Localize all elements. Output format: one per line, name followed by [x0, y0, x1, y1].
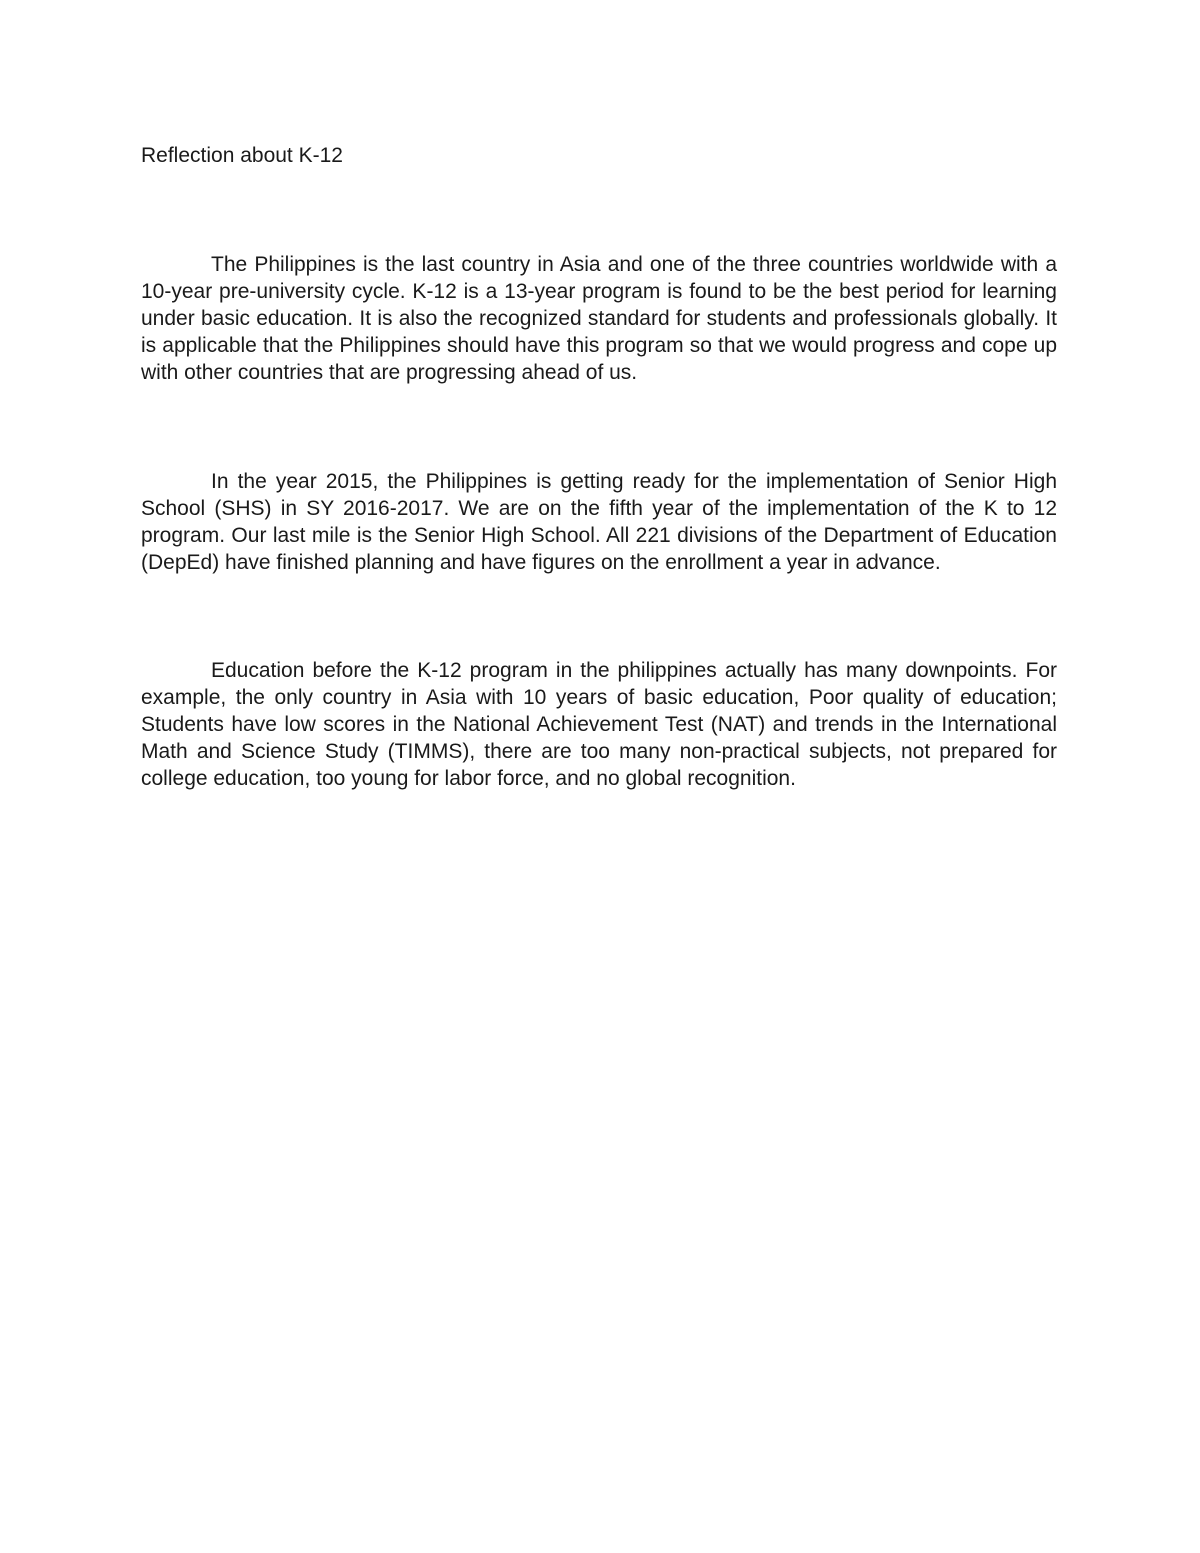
document-title: Reflection about K-12: [141, 144, 343, 167]
paragraph-education-before-k12: Education before the K-12 program in the philippines actually has many downpoints. For example, the only country in Asia with 10 years of basic education, Poor quality of education; Students have low scores in the National Achievement Test (NAT) and trends in the International Math and Science Study (TIMMS), there are too many non-practical subjects, not prepared for college education, too young for labor force, and no global recognition.: [141, 659, 1057, 790]
paragraph-shs-implementation: In the year 2015, the Philippines is getting ready for the implementation of Senior High School (SHS) in SY 2016-2017. We are on the fifth year of the implementation of the K to 12 program. Our last mile is the Senior High School. All 221 divisions of the Department of Education (DepEd) have finished planning and have figures on the enrollment a year in advance.: [141, 470, 1057, 574]
paragraph-k12-overview: The Philippines is the last country in Asia and one of the three countries worldwide with a 10-year pre-university cycle. K-12 is a 13-year program is found to be the best period for learning under basic education. It is also the recognized standard for students and professionals globally. It is applicable that the Philippines should have this program so that we would progress and cope up with other countries that are progressing ahead of us.: [141, 253, 1057, 384]
